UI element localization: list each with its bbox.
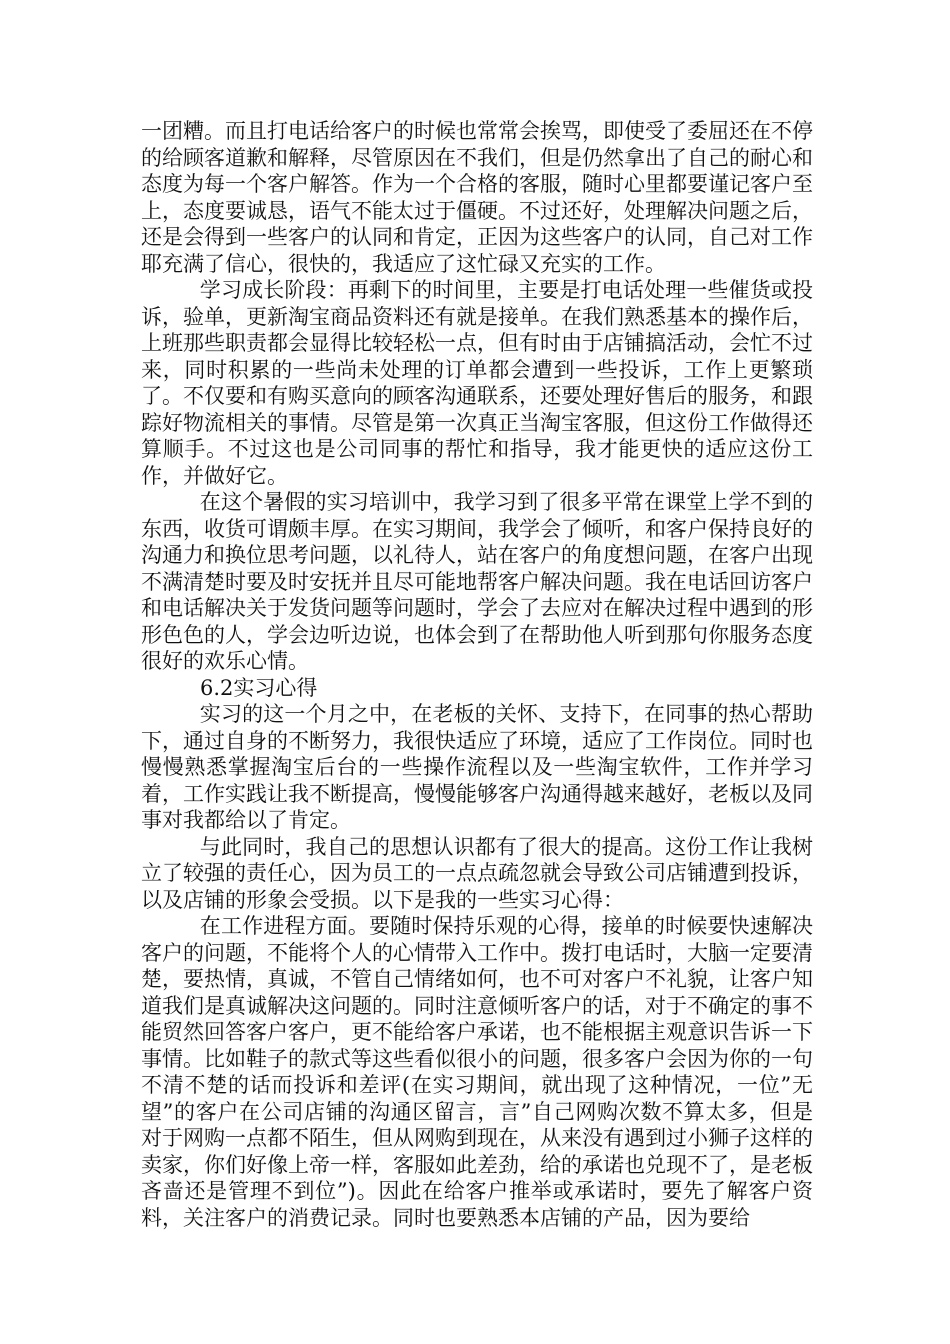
section-heading: 6.2实习心得 — [200, 675, 318, 700]
body-paragraph: 一团糟。而且打电话给客户的时候也常常会挨骂，即使受了委屈还在不停的给顾客道歉和解释，尽管原因在不我们，但是仍然拿出了自己的耐心和态度为每一个客户解答。作为一个合格的客服，随时心里都要谨记客户至上，态度要诚恳，语气不能太过于僵硬。不过还好，处理解决问题之后，还是会得到一些客户的认同和肯定，正因为这些客户的认同，自己对工作耶充满了信心，很快的，我适应了这忙碌又充实的工作。 — [141, 119, 813, 276]
body-paragraph: 实习的这一个月之中，在老板的关怀、支持下，在同事的热心帮助下，通过自身的不断努力，我很快适应了环境，适应了工作岗位。同时也慢慢熟悉掌握淘宝后台的一些操作流程以及一些淘宝软件，工作并学习着，工作实践让我不断提高，慢慢能够客户沟通得越来越好，老板以及同事对我都给以了肯定。 — [141, 702, 813, 832]
body-paragraph: 学习成长阶段：再剩下的时间里，主要是打电话处理一些催货或投诉，验单，更新淘宝商品资料还有就是接单。在我们熟悉基本的操作后，上班那些职责都会显得比较轻松一点，但有时由于店铺搞活动，会忙不过来，同时积累的一些尚未处理的订单都会遭到一些投诉，工作上更繁琐了。不仅要和有购买意向的顾客沟通联系，还要处理好售后的服务，和跟踪好物流相关的事情。尽管是第一次真正当淘宝客服，但这份工作做得还算顺手。不过这也是公司同事的帮忙和指导，我才能更快的适应这份工作，并做好它。 — [141, 278, 813, 488]
body-paragraph: 与此同时，我自己的思想认识都有了很大的提高。这份工作让我树立了较强的责任心，因为员工的一点点疏忽就会导致公司店铺遭到投诉，以及店铺的形象会受损。以下是我的一些实习心得： — [141, 834, 813, 912]
body-paragraph: 在这个暑假的实习培训中，我学习到了很多平常在课堂上学不到的东西，收货可谓颇丰厚。在实习期间，我学会了倾听，和客户保持良好的沟通力和换位思考问题，以礼待人，站在客户的角度想问题，在客户出现不满清楚时要及时安抚并且尽可能地帮客户解决问题。我在电话回访客户和电话解决关于发货问题等问题时，学会了去应对在解决过程中遇到的形形色色的人，学会边听边说，也体会到了在帮助他人听到那句你服务态度很好的欢乐心情。 — [141, 490, 813, 673]
body-paragraph: 在工作进程方面。要随时保持乐观的心得，接单的时候要快速解决客户的问题，不能将个人的心情带入工作中。拨打电话时，大脑一定要清楚，要热情，真诚，不管自己情绪如何，也不可对客户不礼貌，让客户知道我们是真诚解决这问题的。同时注意倾听客户的话，对于不确定的事不能贸然回答客户客户，更不能给客户承诺，也不能根据主观意识告诉一下事情。比如鞋子的款式等这些看似很小的问题，很多客户会因为你的一句不清不楚的话而投诉和差评(在实习期间，就出现了这种情况，一位”无望”的客户在公司店铺的沟通区留言，言”自己网购次数不算太多，但是对于网购一点都不陌生，但从网购到现在，从来没有遇到过小狮子这样的卖家，你们好像上帝一样，客服如此差劲，给的承诺也兑现不了，是老板吝啬还是管理不到位”)。因此在给客户推举或承诺时，要先了解客户资料，关注客户的消费记录。同时也要熟悉本店铺的产品，因为要给 — [141, 914, 813, 1230]
document-page — [141, 118, 813, 1231]
